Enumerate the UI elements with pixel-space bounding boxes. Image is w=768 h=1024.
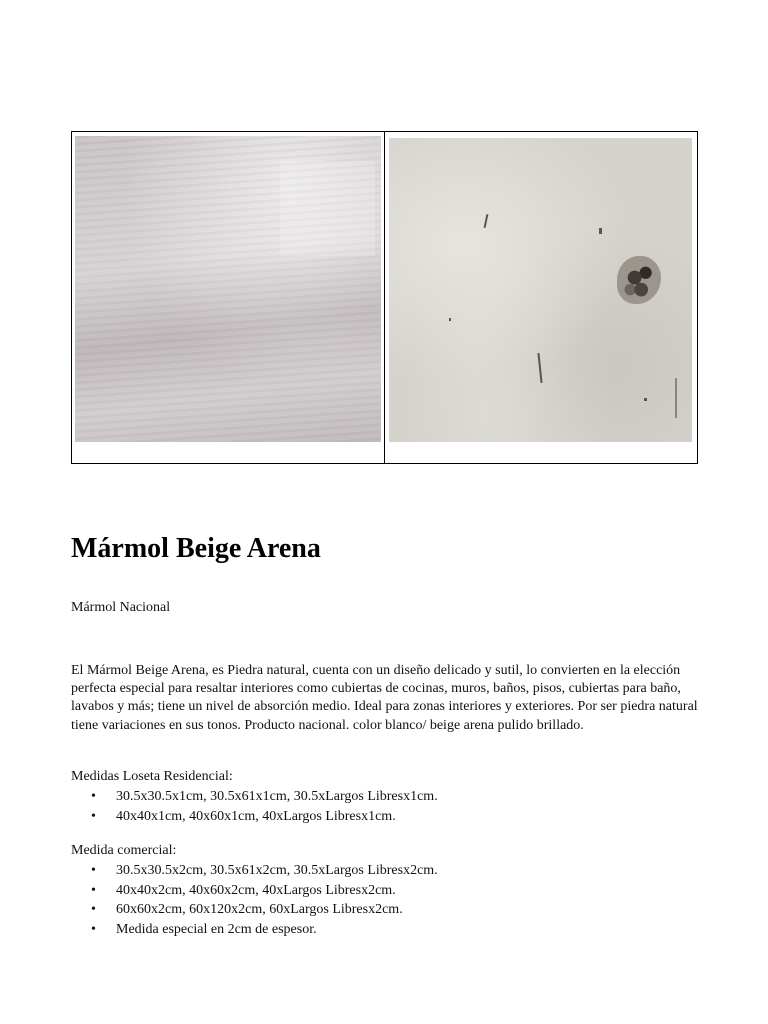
photo-table [71, 131, 698, 464]
marble-fleck [644, 398, 647, 401]
marble-fleck [675, 378, 677, 418]
product-subtitle: Mármol Nacional [71, 600, 171, 615]
list-item [71, 807, 438, 827]
photo-cell-honed [385, 132, 697, 463]
list-item [71, 787, 438, 807]
list-item [71, 881, 438, 901]
marble-fleck [537, 353, 542, 383]
marble-fleck [449, 318, 451, 321]
bullet-icon: • [91, 882, 96, 898]
marble-fleck [484, 214, 489, 228]
list-item [71, 861, 438, 881]
bullet-icon: • [91, 789, 96, 804]
marble-photo-polished [75, 136, 381, 442]
bullet-icon: • [91, 902, 96, 917]
list-item [71, 920, 438, 940]
photo-glare [280, 161, 375, 256]
residential-sizes-label: Medidas Loseta Residencial: [71, 769, 233, 784]
list-item-text: 30.5x30.5x2cm, 30.5x61x2cm, 30.5xLargos Libresx2cm. [116, 863, 438, 878]
list-item-text: 30.5x30.5x1cm, 30.5x61x1cm, 30.5xLargos Libresx1cm. [116, 789, 438, 804]
list-item-text: 60x60x2cm, 60x120x2cm, 60xLargos Libresx2cm. [116, 902, 403, 917]
marble-dark-inclusion [617, 256, 661, 304]
page-title: Mármol Beige Arena [71, 533, 321, 564]
list-item-text: 40x40x1cm, 40x60x1cm, 40xLargos Libresx1cm. [116, 808, 396, 824]
bullet-icon: • [91, 808, 96, 824]
photo-cell-polished [72, 132, 385, 463]
bullet-icon: • [91, 921, 96, 937]
marble-photo-honed [389, 138, 692, 442]
residential-sizes-list [71, 787, 438, 826]
list-item [71, 900, 438, 920]
bullet-icon: • [91, 863, 96, 878]
commercial-sizes-list [71, 861, 438, 939]
list-item-text: 40x40x2cm, 40x60x2cm, 40xLargos Libresx2cm. [116, 882, 396, 898]
list-item-text: Medida especial en 2cm de espesor. [116, 921, 317, 937]
marble-fleck [599, 228, 602, 234]
product-description: El Mármol Beige Arena, es Piedra natural, cuenta con un diseño delicado y sutil, lo convierten en la elección perfecta especial para resaltar interiores como cubiertas de cocinas, muros, baños, pisos, cubiertas para baño, lavabos y más; tiene un nivel de absorción medio. Ideal para zonas interiores y exteriores. Por ser piedra natural tiene variaciones en sus tonos. Producto nacional. color blanco/ beige arena pulido brillado. [71, 663, 698, 733]
commercial-sizes-label: Medida comercial: [71, 843, 177, 858]
